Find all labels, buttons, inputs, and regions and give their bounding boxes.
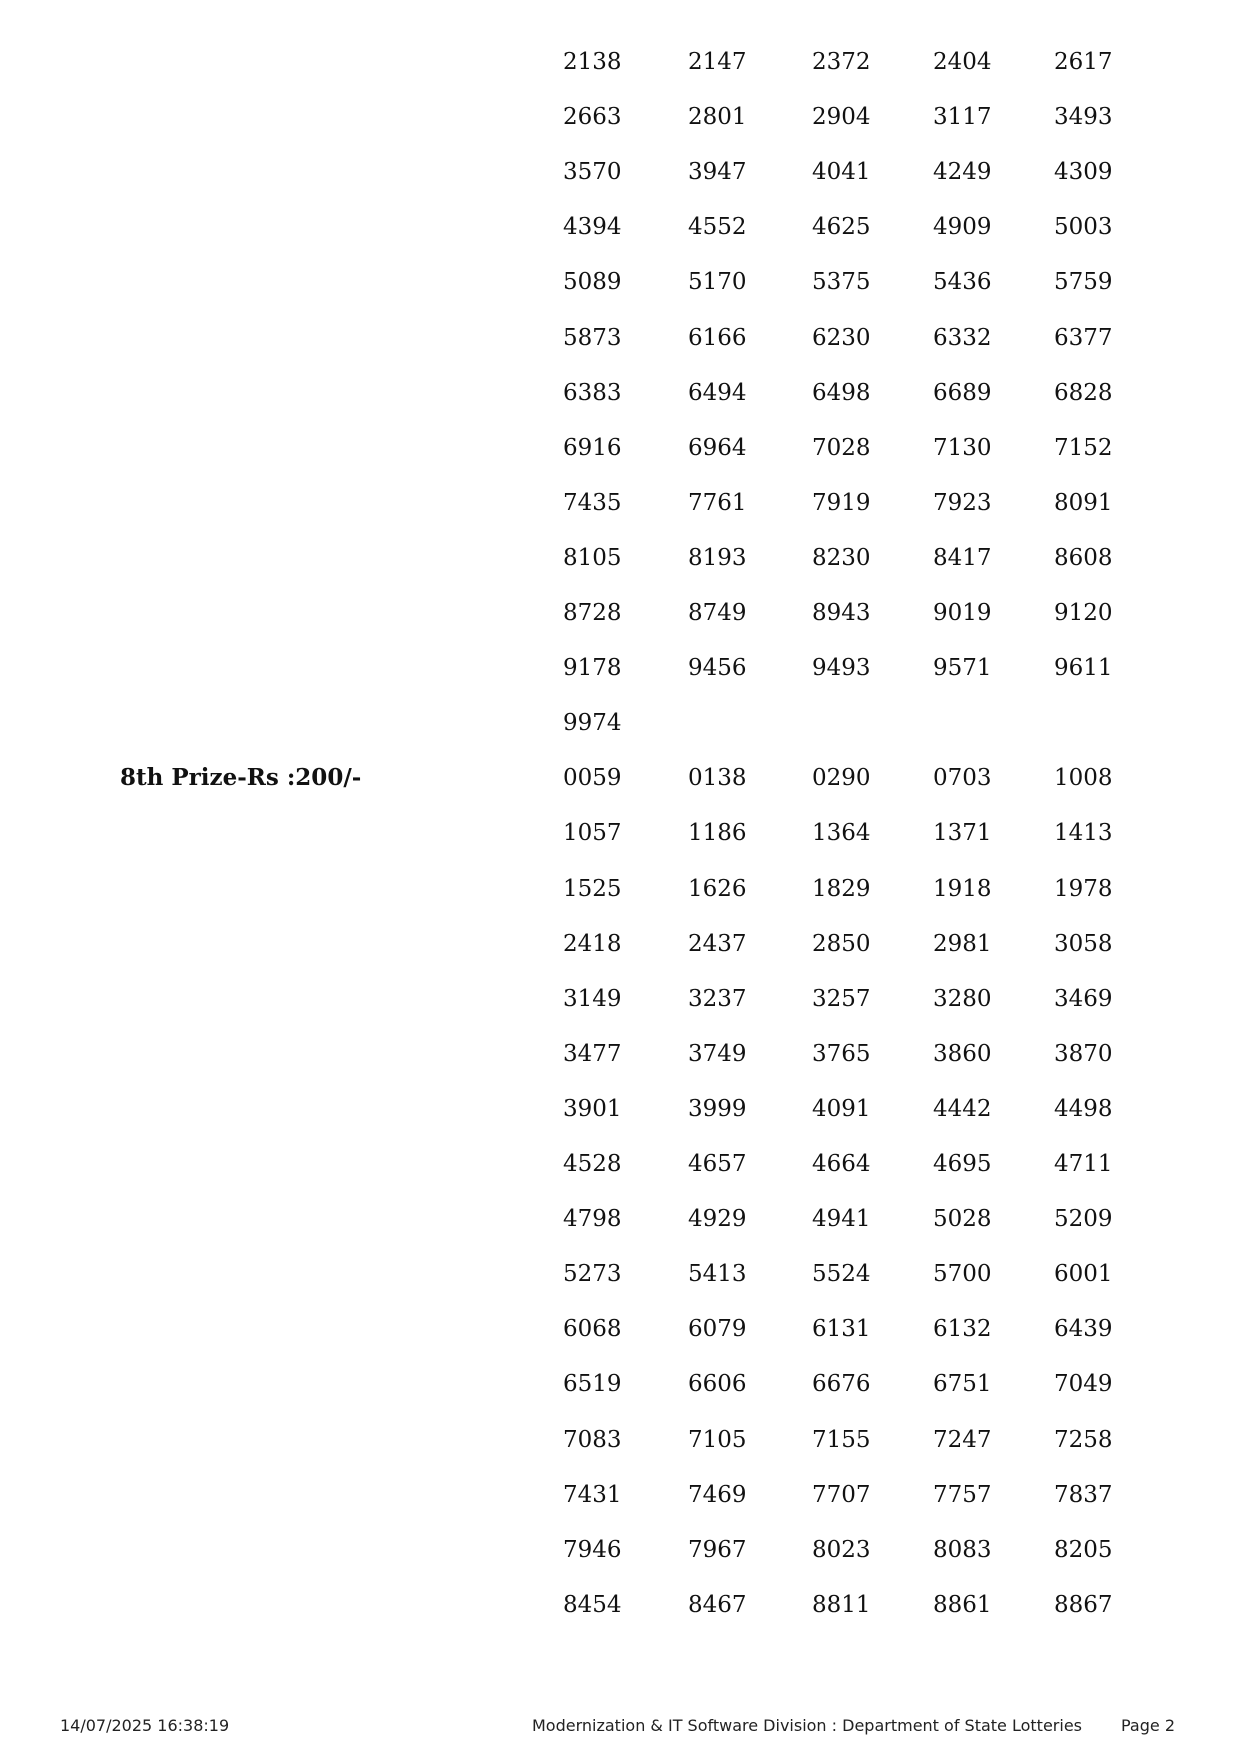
winning-number: 3870 [1054, 1041, 1113, 1067]
winning-number: 5413 [688, 1261, 747, 1287]
winning-number: 1057 [563, 820, 622, 846]
winning-number: 2617 [1054, 49, 1113, 75]
winning-number: 8193 [688, 545, 747, 571]
winning-number: 4394 [563, 214, 622, 240]
winning-number: 5003 [1054, 214, 1113, 240]
winning-number: 4798 [563, 1206, 622, 1232]
winning-number: 5273 [563, 1261, 622, 1287]
winning-number: 8417 [933, 545, 992, 571]
footer-division: Modernization & IT Software Division : Department of State Lotteries [532, 1716, 1082, 1735]
winning-number: 8091 [1054, 490, 1113, 516]
winning-number: 3493 [1054, 104, 1113, 130]
winning-number: 7757 [933, 1482, 992, 1508]
winning-number: 3765 [812, 1041, 871, 1067]
winning-number: 6828 [1054, 380, 1113, 406]
prize-label: 8th Prize-Rs :200/- [120, 764, 362, 791]
winning-number: 3117 [933, 104, 992, 130]
winning-number: 8728 [563, 600, 622, 626]
footer-timestamp: 14/07/2025 16:38:19 [60, 1716, 230, 1735]
winning-number: 6230 [812, 325, 871, 351]
winning-number: 2663 [563, 104, 622, 130]
winning-number: 5209 [1054, 1206, 1113, 1232]
winning-number: 7130 [933, 435, 992, 461]
winning-number: 3257 [812, 986, 871, 1012]
winning-number: 6964 [688, 435, 747, 461]
winning-number: 8023 [812, 1537, 871, 1563]
winning-number: 7919 [812, 490, 871, 516]
winning-number: 2147 [688, 49, 747, 75]
winning-number: 4941 [812, 1206, 871, 1232]
winning-number: 8230 [812, 545, 871, 571]
winning-number: 3280 [933, 986, 992, 1012]
winning-number: 4664 [812, 1151, 871, 1177]
winning-number: 7967 [688, 1537, 747, 1563]
winning-number: 5700 [933, 1261, 992, 1287]
winning-number: 6131 [812, 1316, 871, 1342]
winning-number: 3237 [688, 986, 747, 1012]
winning-number: 0290 [812, 765, 871, 791]
winning-number: 4909 [933, 214, 992, 240]
winning-number: 8749 [688, 600, 747, 626]
footer-page-number: Page 2 [1121, 1716, 1175, 1735]
winning-number: 6132 [933, 1316, 992, 1342]
winning-number: 5089 [563, 269, 622, 295]
winning-number: 6519 [563, 1371, 622, 1397]
winning-number: 4442 [933, 1096, 992, 1122]
winning-number: 2138 [563, 49, 622, 75]
winning-number: 4711 [1054, 1151, 1113, 1177]
winning-number: 4528 [563, 1151, 622, 1177]
winning-number: 9571 [933, 655, 992, 681]
winning-number: 4091 [812, 1096, 871, 1122]
winning-number: 3058 [1054, 931, 1113, 957]
winning-number: 1364 [812, 820, 871, 846]
winning-number: 7105 [688, 1427, 747, 1453]
winning-number: 2801 [688, 104, 747, 130]
winning-number: 6689 [933, 380, 992, 406]
winning-number: 2981 [933, 931, 992, 957]
winning-number: 3901 [563, 1096, 622, 1122]
winning-number: 3570 [563, 159, 622, 185]
winning-number: 7707 [812, 1482, 871, 1508]
winning-number: 0059 [563, 765, 622, 791]
winning-number: 6751 [933, 1371, 992, 1397]
winning-number: 1371 [933, 820, 992, 846]
winning-number: 5028 [933, 1206, 992, 1232]
winning-number: 8083 [933, 1537, 992, 1563]
winning-number: 7761 [688, 490, 747, 516]
winning-number: 9974 [563, 710, 622, 736]
winning-number: 7028 [812, 435, 871, 461]
winning-number: 5436 [933, 269, 992, 295]
winning-number: 3149 [563, 986, 622, 1012]
winning-number: 5170 [688, 269, 747, 295]
winning-number: 6676 [812, 1371, 871, 1397]
winning-number: 0138 [688, 765, 747, 791]
winning-number: 3860 [933, 1041, 992, 1067]
winning-number: 8867 [1054, 1592, 1113, 1618]
winning-number: 4657 [688, 1151, 747, 1177]
winning-number: 6916 [563, 435, 622, 461]
winning-number: 8811 [812, 1592, 871, 1618]
winning-number: 9019 [933, 600, 992, 626]
winning-number: 7837 [1054, 1482, 1113, 1508]
winning-number: 6498 [812, 380, 871, 406]
winning-number: 6439 [1054, 1316, 1113, 1342]
winning-number: 1918 [933, 876, 992, 902]
winning-number: 4498 [1054, 1096, 1113, 1122]
winning-number: 6332 [933, 325, 992, 351]
winning-number: 6377 [1054, 325, 1113, 351]
winning-number: 3999 [688, 1096, 747, 1122]
winning-number: 9120 [1054, 600, 1113, 626]
winning-number: 2437 [688, 931, 747, 957]
winning-number: 7155 [812, 1427, 871, 1453]
winning-number: 7247 [933, 1427, 992, 1453]
winning-number: 4552 [688, 214, 747, 240]
winning-number: 6079 [688, 1316, 747, 1342]
winning-number: 6166 [688, 325, 747, 351]
winning-number: 3947 [688, 159, 747, 185]
winning-number: 8105 [563, 545, 622, 571]
winning-number: 7469 [688, 1482, 747, 1508]
winning-number: 9493 [812, 655, 871, 681]
winning-number: 1186 [688, 820, 747, 846]
winning-number: 6383 [563, 380, 622, 406]
winning-number: 7083 [563, 1427, 622, 1453]
winning-number: 1978 [1054, 876, 1113, 902]
winning-number: 1413 [1054, 820, 1113, 846]
winning-number: 3477 [563, 1041, 622, 1067]
winning-number: 2418 [563, 931, 622, 957]
winning-number: 7923 [933, 490, 992, 516]
winning-number: 2372 [812, 49, 871, 75]
winning-number: 7152 [1054, 435, 1113, 461]
winning-number: 8467 [688, 1592, 747, 1618]
winning-number: 6001 [1054, 1261, 1113, 1287]
winning-number: 5759 [1054, 269, 1113, 295]
winning-number: 6068 [563, 1316, 622, 1342]
winning-number: 2850 [812, 931, 871, 957]
winning-number: 2904 [812, 104, 871, 130]
winning-number: 1829 [812, 876, 871, 902]
winning-number: 3749 [688, 1041, 747, 1067]
winning-number: 7946 [563, 1537, 622, 1563]
winning-number: 8205 [1054, 1537, 1113, 1563]
winning-number: 4309 [1054, 159, 1113, 185]
winning-number: 2404 [933, 49, 992, 75]
winning-number: 1525 [563, 876, 622, 902]
winning-number: 4929 [688, 1206, 747, 1232]
winning-number: 8943 [812, 600, 871, 626]
winning-number: 4041 [812, 159, 871, 185]
winning-number: 5873 [563, 325, 622, 351]
winning-number: 1008 [1054, 765, 1113, 791]
winning-number: 5375 [812, 269, 871, 295]
winning-number: 9611 [1054, 655, 1113, 681]
winning-number: 6606 [688, 1371, 747, 1397]
winning-number: 8608 [1054, 545, 1113, 571]
winning-number: 4249 [933, 159, 992, 185]
winning-number: 4625 [812, 214, 871, 240]
winning-number: 8454 [563, 1592, 622, 1618]
winning-number: 7435 [563, 490, 622, 516]
winning-number: 7258 [1054, 1427, 1113, 1453]
winning-number: 8861 [933, 1592, 992, 1618]
winning-number: 6494 [688, 380, 747, 406]
winning-number: 7049 [1054, 1371, 1113, 1397]
winning-number: 9178 [563, 655, 622, 681]
winning-number: 3469 [1054, 986, 1113, 1012]
winning-number: 9456 [688, 655, 747, 681]
winning-number: 0703 [933, 765, 992, 791]
winning-number: 4695 [933, 1151, 992, 1177]
winning-number: 5524 [812, 1261, 871, 1287]
winning-number: 1626 [688, 876, 747, 902]
winning-number: 7431 [563, 1482, 622, 1508]
